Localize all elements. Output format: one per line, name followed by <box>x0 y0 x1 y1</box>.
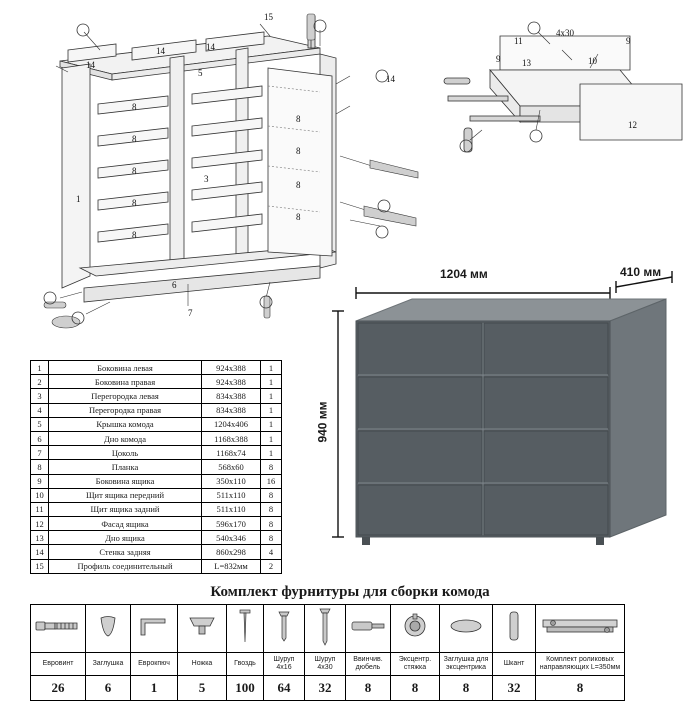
part-index: 3 <box>31 389 49 403</box>
hardware-count: 8 <box>391 676 440 701</box>
parts-table <box>30 360 282 574</box>
part-dim: 568х60 <box>202 460 261 474</box>
part-dim: 1168х74 <box>202 446 261 460</box>
part-dim: 596х170 <box>202 517 261 531</box>
hardware-name: Заглушка для эксцентрика <box>440 653 493 676</box>
hardware-count: 32 <box>305 676 346 701</box>
svg-text:8: 8 <box>132 230 137 240</box>
hardware-count: 100 <box>227 676 264 701</box>
table-row <box>31 460 282 474</box>
part-dim: 924х388 <box>202 375 261 389</box>
table-row <box>31 403 282 417</box>
hardware-name: Эксцентр. стяжка <box>391 653 440 676</box>
part-qty: 8 <box>261 488 282 502</box>
part-index: 10 <box>31 488 49 502</box>
part-qty: 2 <box>261 559 282 573</box>
svg-text:5: 5 <box>198 68 203 78</box>
table-row <box>31 361 282 375</box>
part-qty: 1 <box>261 431 282 445</box>
table-row <box>31 446 282 460</box>
part-index: 7 <box>31 446 49 460</box>
part-dim: 924х388 <box>202 361 261 375</box>
part-qty: 1 <box>261 403 282 417</box>
svg-text:8: 8 <box>132 134 137 144</box>
table-row <box>31 431 282 445</box>
svg-text:14: 14 <box>86 60 95 70</box>
table-row <box>31 559 282 573</box>
svg-text:10: 10 <box>588 56 597 66</box>
leg-icon <box>178 605 227 653</box>
part-dim: L=832мм <box>202 559 261 573</box>
svg-text:8: 8 <box>132 166 137 176</box>
part-index: 5 <box>31 417 49 431</box>
table-row <box>31 488 282 502</box>
allen-key-icon <box>131 605 178 653</box>
part-dim: 1168х388 <box>202 431 261 445</box>
part-name: Планка <box>49 460 202 474</box>
svg-text:8: 8 <box>132 102 137 112</box>
part-name: Фасад ящика <box>49 517 202 531</box>
hardware-names-row <box>31 653 625 676</box>
hardware-count: 26 <box>31 676 86 701</box>
part-dim: 1204х406 <box>202 417 261 431</box>
hardware-count: 64 <box>264 676 305 701</box>
svg-text:14: 14 <box>156 46 165 56</box>
svg-text:9: 9 <box>626 36 631 46</box>
svg-text:8: 8 <box>132 198 137 208</box>
part-index: 8 <box>31 460 49 474</box>
table-row <box>31 531 282 545</box>
svg-text:1: 1 <box>76 194 81 204</box>
svg-text:11: 11 <box>514 36 523 46</box>
hardware-name: Ножка <box>178 653 227 676</box>
part-index: 13 <box>31 531 49 545</box>
hardware-count: 1 <box>131 676 178 701</box>
svg-text:13: 13 <box>522 58 531 68</box>
cam-cap-icon <box>440 605 493 653</box>
part-dim: 511х110 <box>202 502 261 516</box>
part-qty: 8 <box>261 502 282 516</box>
svg-text:8: 8 <box>296 114 301 124</box>
part-name: Стенка задняя <box>49 545 202 559</box>
hardware-name: Шкант <box>493 653 536 676</box>
svg-text:12: 12 <box>628 120 637 130</box>
part-name: Щит ящика передний <box>49 488 202 502</box>
hardware-count: 8 <box>346 676 391 701</box>
hardware-name: Евровинт <box>31 653 86 676</box>
hardware-icons-row <box>31 605 625 653</box>
svg-text:8: 8 <box>296 212 301 222</box>
part-name: Боковина правая <box>49 375 202 389</box>
drawer-detail-svg <box>430 10 690 160</box>
slide-rail-icon <box>536 605 625 653</box>
part-qty: 8 <box>261 460 282 474</box>
cam-lock-icon <box>391 605 440 653</box>
height-dimension-label: 940 мм <box>315 401 330 443</box>
part-qty: 1 <box>261 389 282 403</box>
table-row <box>31 417 282 431</box>
svg-text:8: 8 <box>296 146 301 156</box>
screw-4x30-icon <box>305 605 346 653</box>
table-row <box>31 474 282 488</box>
part-name: Крышка комода <box>49 417 202 431</box>
svg-text:4х30: 4х30 <box>556 28 574 38</box>
hardware-count: 32 <box>493 676 536 701</box>
part-index: 15 <box>31 559 49 573</box>
hardware-name: Шуруп 4х30 <box>305 653 346 676</box>
part-index: 14 <box>31 545 49 559</box>
part-dim: 350х110 <box>202 474 261 488</box>
part-qty: 1 <box>261 375 282 389</box>
dowel-screw-icon <box>346 605 391 653</box>
table-row <box>31 375 282 389</box>
part-qty: 1 <box>261 361 282 375</box>
part-dim: 834х388 <box>202 389 261 403</box>
wood-dowel-icon <box>493 605 536 653</box>
part-qty: 16 <box>261 474 282 488</box>
hardware-section-title: Комплект фурнитуры для сборки комода <box>210 584 490 600</box>
width-dimension-label: 1204 мм <box>440 267 488 281</box>
part-name: Боковина левая <box>49 361 202 375</box>
table-row <box>31 389 282 403</box>
depth-dimension-label: 410 мм <box>620 265 662 279</box>
parts-table-body <box>31 361 282 574</box>
part-qty: 1 <box>261 446 282 460</box>
svg-text:6: 6 <box>172 280 177 290</box>
hardware-name: Еврокпюч <box>131 653 178 676</box>
part-name: Профиль соединительный <box>49 559 202 573</box>
hardware-count: 5 <box>178 676 227 701</box>
part-index: 9 <box>31 474 49 488</box>
part-index: 4 <box>31 403 49 417</box>
euro-screw-icon <box>31 605 86 653</box>
part-index: 6 <box>31 431 49 445</box>
hardware-name: Комплект роликовых направляющих L=350мм <box>536 653 625 676</box>
part-name: Боковина ящика <box>49 474 202 488</box>
hardware-name: Ввинчив. дюбель <box>346 653 391 676</box>
nail-icon <box>227 605 264 653</box>
drawer-detail-diagram <box>430 10 690 160</box>
table-row <box>31 545 282 559</box>
part-index: 2 <box>31 375 49 389</box>
screw-4x16-icon <box>264 605 305 653</box>
hardware-count: 8 <box>536 676 625 701</box>
part-name: Перегородка левая <box>49 389 202 403</box>
hardware-name: Шуруп 4х16 <box>264 653 305 676</box>
hardware-name: Гвоздь <box>227 653 264 676</box>
part-dim: 511х110 <box>202 488 261 502</box>
part-dim: 834х388 <box>202 403 261 417</box>
svg-text:7: 7 <box>188 308 193 318</box>
part-index: 1 <box>31 361 49 375</box>
part-qty: 1 <box>261 417 282 431</box>
hardware-table <box>30 604 625 701</box>
svg-text:3: 3 <box>204 174 209 184</box>
dresser-render <box>315 265 690 565</box>
hardware-counts-row <box>31 676 625 701</box>
part-dim: 860х298 <box>202 545 261 559</box>
part-name: Щит ящика задний <box>49 502 202 516</box>
svg-text:9: 9 <box>496 54 501 64</box>
part-index: 11 <box>31 502 49 516</box>
part-name: Дно комода <box>49 431 202 445</box>
svg-text:14: 14 <box>206 42 215 52</box>
svg-text:8: 8 <box>296 180 301 190</box>
part-name: Перегородка правая <box>49 403 202 417</box>
hardware-count: 8 <box>440 676 493 701</box>
part-name: Цоколь <box>49 446 202 460</box>
dresser-render-svg <box>320 265 690 565</box>
svg-text:14: 14 <box>386 74 395 84</box>
part-name: Дно ящика <box>49 531 202 545</box>
hardware-name: Заглушка <box>86 653 131 676</box>
svg-text:15: 15 <box>264 12 273 22</box>
part-index: 12 <box>31 517 49 531</box>
part-qty: 8 <box>261 517 282 531</box>
part-qty: 8 <box>261 531 282 545</box>
cap-icon <box>86 605 131 653</box>
hardware-count: 6 <box>86 676 131 701</box>
table-row <box>31 502 282 516</box>
part-qty: 4 <box>261 545 282 559</box>
part-dim: 540х346 <box>202 531 261 545</box>
table-row <box>31 517 282 531</box>
